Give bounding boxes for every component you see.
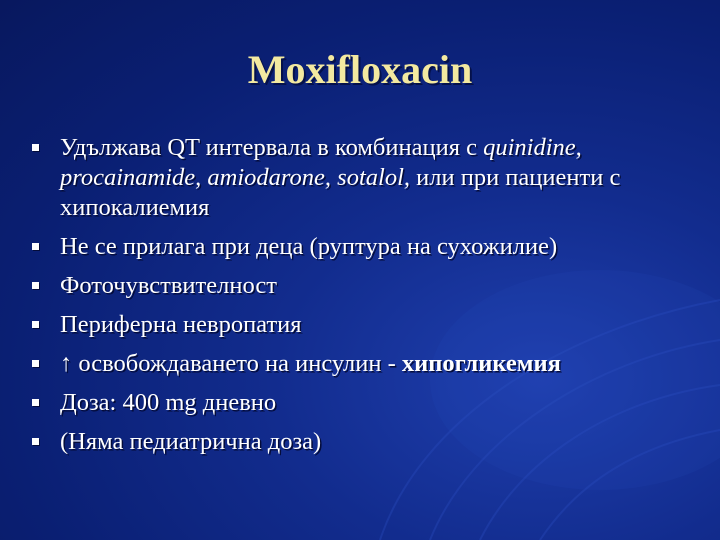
item-dose-text: Доза: 400 mg дневно xyxy=(60,389,277,416)
item-qt-tail: или при пациенти с хипокалиемия xyxy=(60,164,621,221)
bullet-square-icon xyxy=(32,144,39,151)
item-qt-text: Удължава QT интервала в комбинация с xyxy=(60,134,484,161)
bullet-square-icon xyxy=(32,438,39,445)
item-photosensitivity-text: Фоточувствителност xyxy=(60,272,277,299)
bullet-square-icon xyxy=(32,399,39,406)
bullet-item-children xyxy=(28,232,708,262)
bullet-square-icon xyxy=(32,243,39,250)
item-qt-drugs: quinidine, procainamide, amiodarone, sotalol, xyxy=(60,134,582,191)
item-pediatric-text: (Няма педиатрична доза) xyxy=(60,428,322,455)
bullet-square-icon xyxy=(32,282,39,289)
item-children-text: Не се прилага при деца (руптура на сухожилие) xyxy=(60,233,558,260)
bullet-item-pediatric xyxy=(28,427,708,457)
bullet-list xyxy=(28,133,708,466)
item-insulin-text: ↑ освобождаването на инсулин - xyxy=(60,350,402,377)
item-neuropathy-text: Периферна невропатия xyxy=(60,311,302,338)
item-insulin-bold: хипогликемия xyxy=(401,350,561,377)
bullet-item-photosensitivity xyxy=(28,271,708,301)
bullet-item-qt xyxy=(28,133,708,223)
bullet-square-icon xyxy=(32,321,39,328)
bullet-item-dose xyxy=(28,388,708,418)
bullet-item-insulin xyxy=(28,349,708,379)
slide-title: Moxifloxacin xyxy=(247,47,473,92)
bullet-square-icon xyxy=(32,360,39,367)
bullet-item-neuropathy xyxy=(28,310,708,340)
